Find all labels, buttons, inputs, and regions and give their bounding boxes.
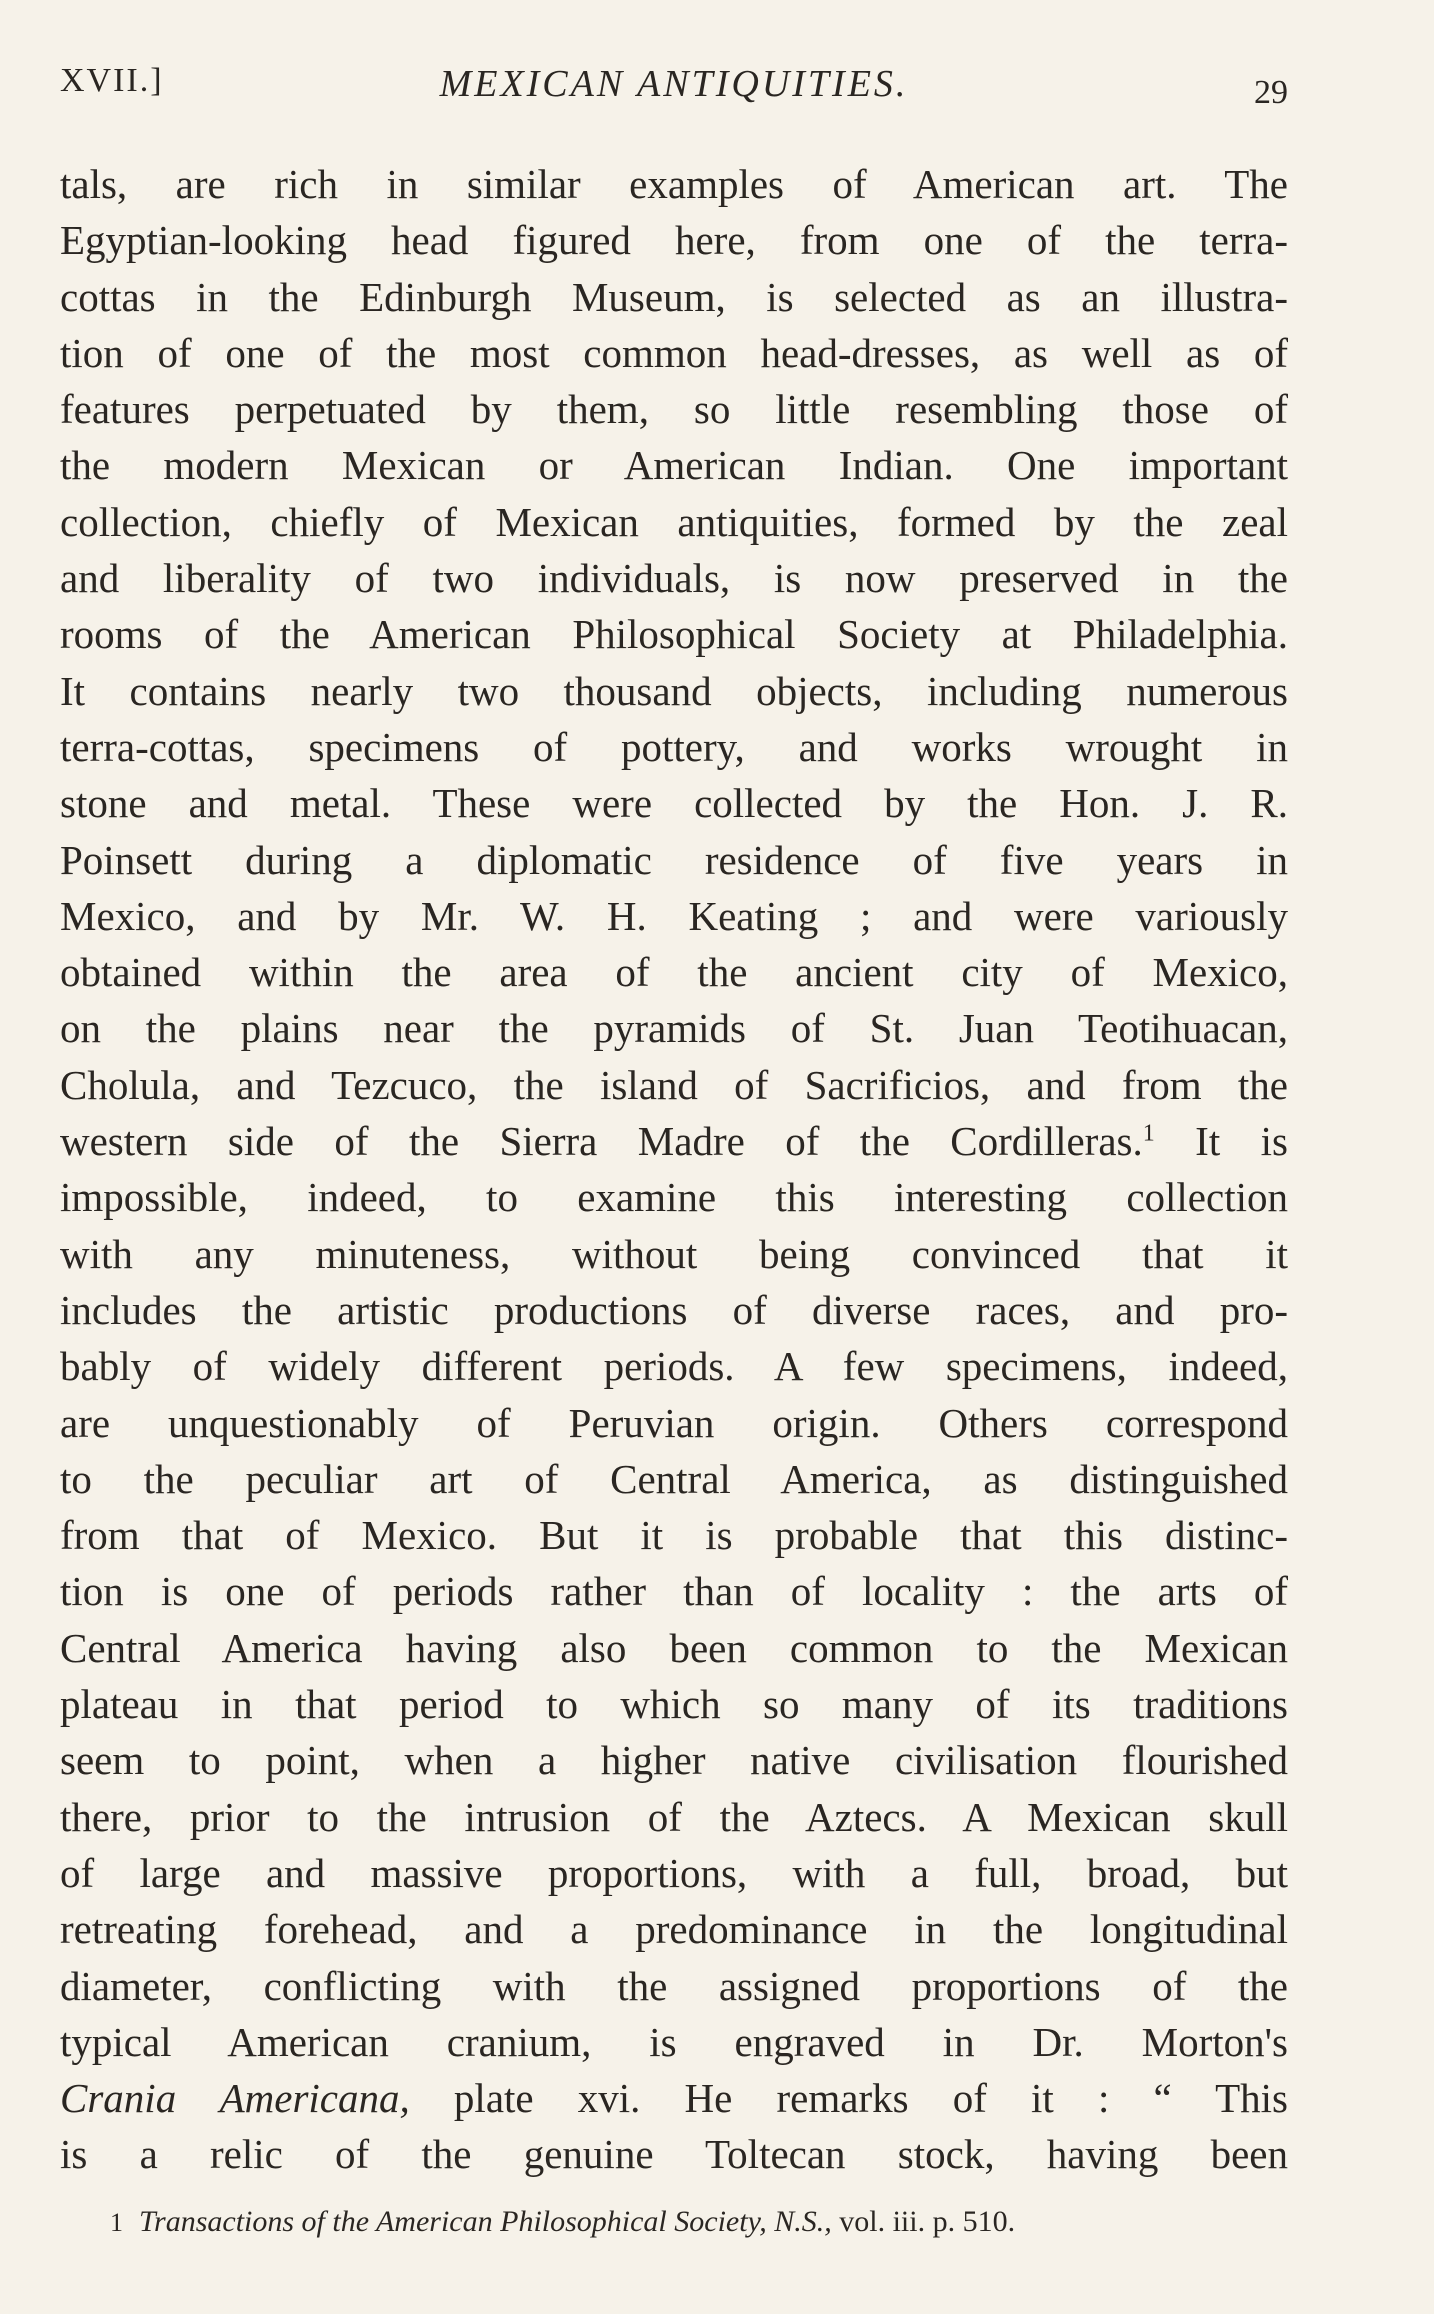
text-line-32: retreating forehead, and a predominance in the longitudinal xyxy=(60,1906,1288,1953)
text-line-9: rooms of the American Philosophical Society at Philadelphia. xyxy=(60,611,1288,658)
text-line-21: includes the artistic productions of diverse races, and pro- xyxy=(60,1286,1288,1333)
text-line-7: collection, chiefly of Mexican antiquities, formed by the zeal xyxy=(60,498,1288,545)
text-line-2: Egyptian-looking head figured here, from one of the terra- xyxy=(60,217,1288,264)
text-line-31: of large and massive proportions, with a full, broad, but xyxy=(60,1849,1288,1896)
text-line-3: cottas in the Edinburgh Museum, is selected as an illustra- xyxy=(60,273,1288,320)
text-line-5: features perpetuated by them, so little resembling those of xyxy=(60,386,1288,433)
running-head xyxy=(60,62,1288,122)
text-line-34: typical American cranium, is engraved in Dr. Morton's xyxy=(60,2018,1288,2065)
text-line-18 xyxy=(60,1113,1288,1169)
text-line-27: Central America having also been common to the Mexican xyxy=(60,1624,1288,1671)
text-line-33: diameter, conflicting with the assigned proportions of the xyxy=(60,1962,1288,2009)
text-line-17: Cholula, and Tezcuco, the island of Sacrificios, and from the xyxy=(60,1061,1288,1108)
footnote-mark: 1 xyxy=(110,2208,123,2237)
text-line-19: impossible, indeed, to examine this interesting collection xyxy=(60,1174,1288,1221)
text-line-26: tion is one of periods rather than of locality : the arts of xyxy=(60,1568,1288,1615)
text-line-20: with any minuteness, without being convinced that it xyxy=(60,1230,1288,1277)
text-line-6: the modern Mexican or American Indian. One important xyxy=(60,442,1288,489)
text-line-22: bably of widely different periods. A few specimens, indeed, xyxy=(60,1343,1288,1390)
text-line-29: seem to point, when a higher native civilisation flourished xyxy=(60,1737,1288,1784)
footnote xyxy=(110,2202,1230,2243)
footnote-source-italic: Transactions of the American Philosophical Society, N.S., xyxy=(139,2205,832,2238)
chapter-number: XVII.] xyxy=(60,62,164,99)
text-line-35-main: plate xvi. He remarks of it : “ This xyxy=(453,2075,1288,2122)
text-line-15: obtained within the area of the ancient city of Mexico, xyxy=(60,949,1288,996)
text-line-12: stone and metal. These were collected by the Hon. J. R. xyxy=(60,780,1288,827)
text-line-23: are unquestionably of Peruvian origin. Others correspond xyxy=(60,1399,1288,1446)
text-line-14: Mexico, and by Mr. W. H. Keating ; and were variously xyxy=(60,892,1288,939)
footnote-citation: vol. iii. p. 510. xyxy=(839,2205,1016,2238)
footnote-reference: 1 xyxy=(1142,1120,1155,1147)
text-line-4: tion of one of the most common head-dresses, as well as of xyxy=(60,329,1288,376)
text-line-18-tail: It is xyxy=(1195,1118,1288,1165)
text-line-1: tals, are rich in similar examples of American art. The xyxy=(60,161,1288,207)
text-line-25: from that of Mexico. But it is probable that this distinc- xyxy=(60,1512,1288,1559)
book-title-italic: Crania Americana, xyxy=(60,2075,410,2122)
body-text xyxy=(60,156,1288,2183)
text-line-13: Poinsett during a diplomatic residence of five years in xyxy=(60,836,1288,883)
page-number: 29 xyxy=(1254,74,1288,111)
text-line-11: terra-cottas, specimens of pottery, and works wrought in xyxy=(60,723,1288,770)
text-line-24: to the peculiar art of Central America, as distinguished xyxy=(60,1455,1288,1502)
text-line-35 xyxy=(60,2070,1288,2126)
running-title: MEXICAN ANTIQUITIES. xyxy=(439,63,909,105)
text-line-36: is a relic of the genuine Toltecan stock, having been xyxy=(60,2131,1288,2178)
text-line-16: on the plains near the pyramids of St. Juan Teotihuacan, xyxy=(60,1005,1288,1052)
text-line-10: It contains nearly two thousand objects, including numerous xyxy=(60,667,1288,714)
text-line-28: plateau in that period to which so many of its traditions xyxy=(60,1681,1288,1728)
text-line-30: there, prior to the intrusion of the Aztecs. A Mexican skull xyxy=(60,1793,1288,1840)
text-line-8: and liberality of two individuals, is now preserved in the xyxy=(60,555,1288,602)
text-line-18-main: western side of the Sierra Madre of the Cordilleras. xyxy=(60,1118,1143,1165)
